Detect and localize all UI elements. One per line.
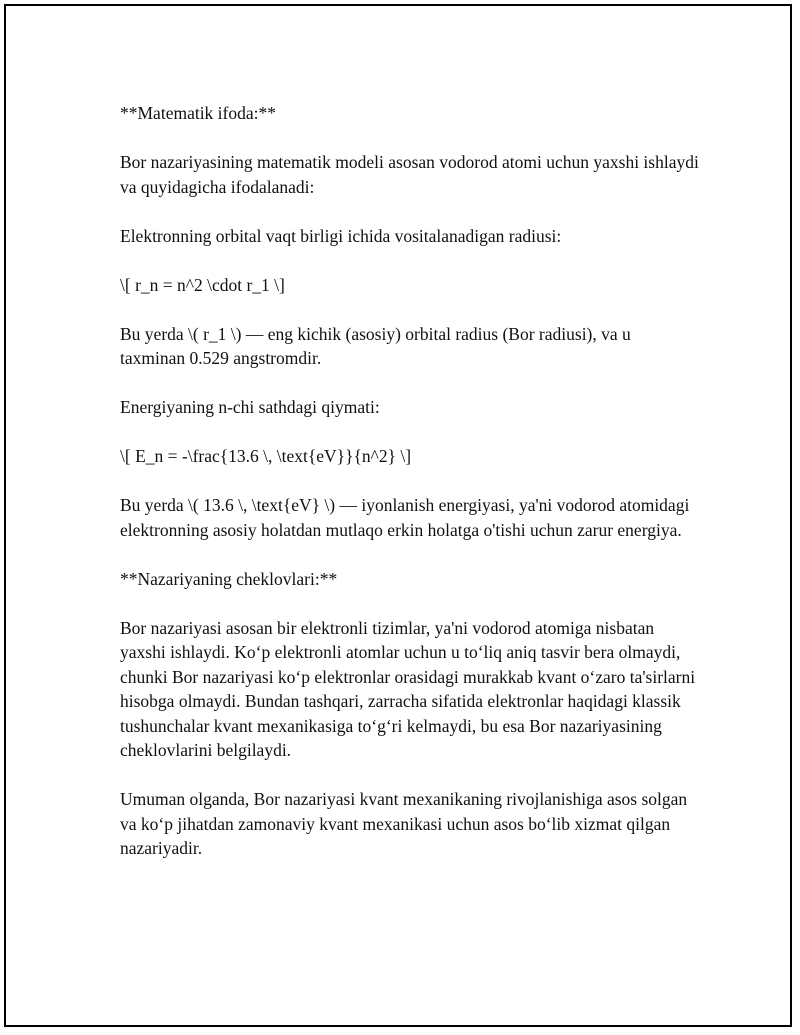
section-heading-mathematical-expression: **Matematik ifoda:** (120, 103, 277, 123)
document-body (120, 101, 700, 885)
paragraph-conclusion: Umuman olganda, Bor nazariyasi kvant mexanikaning rivojlanishiga asos solgan va koʻp jihatdan zamonaviy kvant mexanikasi uchun asos boʻlib xizmat qilgan nazariyadir. (120, 789, 688, 858)
page-frame (4, 4, 792, 1027)
paragraph-limitations: Bor nazariyasi asosan bir elektronli tizimlar, ya'ni vodorod atomiga nisbatan yaxshi ishlaydi. Koʻp elektronli atomlar uchun u toʻliq aniq tasvir bera olmaydi, chunki Bor nazariyasi koʻp elektronlar orasidagi murakkab kvant oʻzaro ta'sirlarni hisobga olmaydi. Bundan tashqari, zarracha sifatida elektronlar haqidagi klassik tushunchalar kvant mexanikasiga toʻgʻri kelmaydi, bu esa Bor nazariyasining cheklovlarini belgilaydi. (120, 617, 696, 760)
paragraph-intro: Bor nazariyasining matematik modeli asosan vodorod atomi uchun yaxshi ishlaydi va quyidagicha ifodalanadi: (120, 152, 699, 197)
paragraph-energy-explanation: Bu yerda \( 13.6 \, \text{eV} \) — iyonlanish energiyasi, ya'ni vodorod atomidagi elektronning asosiy holatdan mutlaqo erkin holatga o'tishi uchun zarur energiya. (120, 495, 690, 540)
paragraph-radius-intro: Elektronning orbital vaqt birligi ichida vositalanadigan radiusi: (120, 225, 562, 246)
formula-energy: \[ E_n = -\frac{13.6 \, \text{eV}}{n^2} \] (120, 446, 412, 466)
paragraph-energy-intro: Energiyaning n-chi sathdagi qiymati: (120, 397, 380, 417)
formula-radius: \[ r_n = n^2 \cdot r_1 \] (120, 274, 285, 295)
paragraph-radius-explanation: Bu yerda \( r_1 \) — eng kichik (asosiy) orbital radius (Bor radiusi), va u taxminan 0.529 angstromdir. (120, 323, 631, 368)
section-heading-limitations: **Nazariyaning cheklovlari:** (120, 568, 338, 589)
